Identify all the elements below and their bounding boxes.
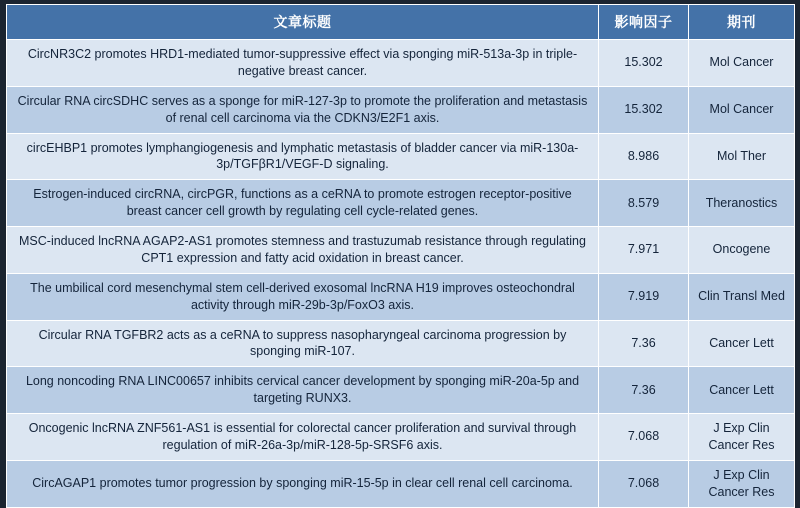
cell-title: The umbilical cord mesenchymal stem cell-derived exosomal lncRNA H19 improves osteochondral activity through miR-29b-3p/FoxO3 axis. bbox=[7, 273, 599, 320]
cell-impact-factor: 8.579 bbox=[599, 180, 689, 227]
table-body bbox=[7, 40, 795, 508]
header-row bbox=[7, 5, 795, 40]
cell-impact-factor: 7.36 bbox=[599, 320, 689, 367]
cell-journal: Oncogene bbox=[689, 227, 795, 274]
cell-journal: J Exp Clin Cancer Res bbox=[689, 414, 795, 461]
table-row bbox=[7, 227, 795, 274]
table-header bbox=[7, 5, 795, 40]
cell-impact-factor: 7.971 bbox=[599, 227, 689, 274]
cell-journal: Clin Transl Med bbox=[689, 273, 795, 320]
column-header-impact-factor: 影响因子 bbox=[599, 5, 689, 40]
table-row bbox=[7, 40, 795, 87]
cell-journal: Cancer Lett bbox=[689, 367, 795, 414]
cell-impact-factor: 15.302 bbox=[599, 86, 689, 133]
cell-title: Circular RNA circSDHC serves as a sponge for miR-127-3p to promote the proliferation and metastasis of renal cell carcinoma via the CDKN3/E2F1 axis. bbox=[7, 86, 599, 133]
table-row bbox=[7, 180, 795, 227]
column-header-title: 文章标题 bbox=[7, 5, 599, 40]
table-row bbox=[7, 133, 795, 180]
cell-impact-factor: 7.919 bbox=[599, 273, 689, 320]
cell-impact-factor: 8.986 bbox=[599, 133, 689, 180]
cell-journal: Mol Cancer bbox=[689, 86, 795, 133]
cell-journal: J Exp Clin Cancer Res bbox=[689, 460, 795, 507]
cell-title: CircNR3C2 promotes HRD1-mediated tumor-suppressive effect via sponging miR-513a-3p in triple-negative breast cancer. bbox=[7, 40, 599, 87]
cell-title: MSC-induced lncRNA AGAP2-AS1 promotes stemness and trastuzumab resistance through regulating CPT1 expression and fatty acid oxidation in breast cancer. bbox=[7, 227, 599, 274]
cell-title: Oncogenic lncRNA ZNF561-AS1 is essential for colorectal cancer proliferation and survival through regulation of miR-26a-3p/miR-128-5p-SRSF6 axis. bbox=[7, 414, 599, 461]
cell-impact-factor: 7.36 bbox=[599, 367, 689, 414]
cell-journal: Mol Ther bbox=[689, 133, 795, 180]
cell-journal: Mol Cancer bbox=[689, 40, 795, 87]
cell-impact-factor: 7.068 bbox=[599, 460, 689, 507]
cell-title: Long noncoding RNA LINC00657 inhibits cervical cancer development by sponging miR-20a-5p and targeting RUNX3. bbox=[7, 367, 599, 414]
cell-impact-factor: 15.302 bbox=[599, 40, 689, 87]
table-row bbox=[7, 460, 795, 507]
cell-title: Circular RNA TGFBR2 acts as a ceRNA to suppress nasopharyngeal carcinoma progression by sponging miR-107. bbox=[7, 320, 599, 367]
publication-table bbox=[6, 4, 795, 508]
cell-impact-factor: 7.068 bbox=[599, 414, 689, 461]
table-row bbox=[7, 86, 795, 133]
table-row bbox=[7, 320, 795, 367]
cell-title: circEHBP1 promotes lymphangiogenesis and lymphatic metastasis of bladder cancer via miR-130a-3p/TGFβR1/VEGF-D signaling. bbox=[7, 133, 599, 180]
cell-journal: Cancer Lett bbox=[689, 320, 795, 367]
column-header-journal: 期刊 bbox=[689, 5, 795, 40]
cell-journal: Theranostics bbox=[689, 180, 795, 227]
table-row bbox=[7, 367, 795, 414]
cell-title: Estrogen-induced circRNA, circPGR, functions as a ceRNA to promote estrogen receptor-positive breast cancer cell growth by regulating cell cycle-related genes. bbox=[7, 180, 599, 227]
table-row bbox=[7, 414, 795, 461]
cell-title: CircAGAP1 promotes tumor progression by sponging miR-15-5p in clear cell renal cell carcinoma. bbox=[7, 460, 599, 507]
table-row bbox=[7, 273, 795, 320]
